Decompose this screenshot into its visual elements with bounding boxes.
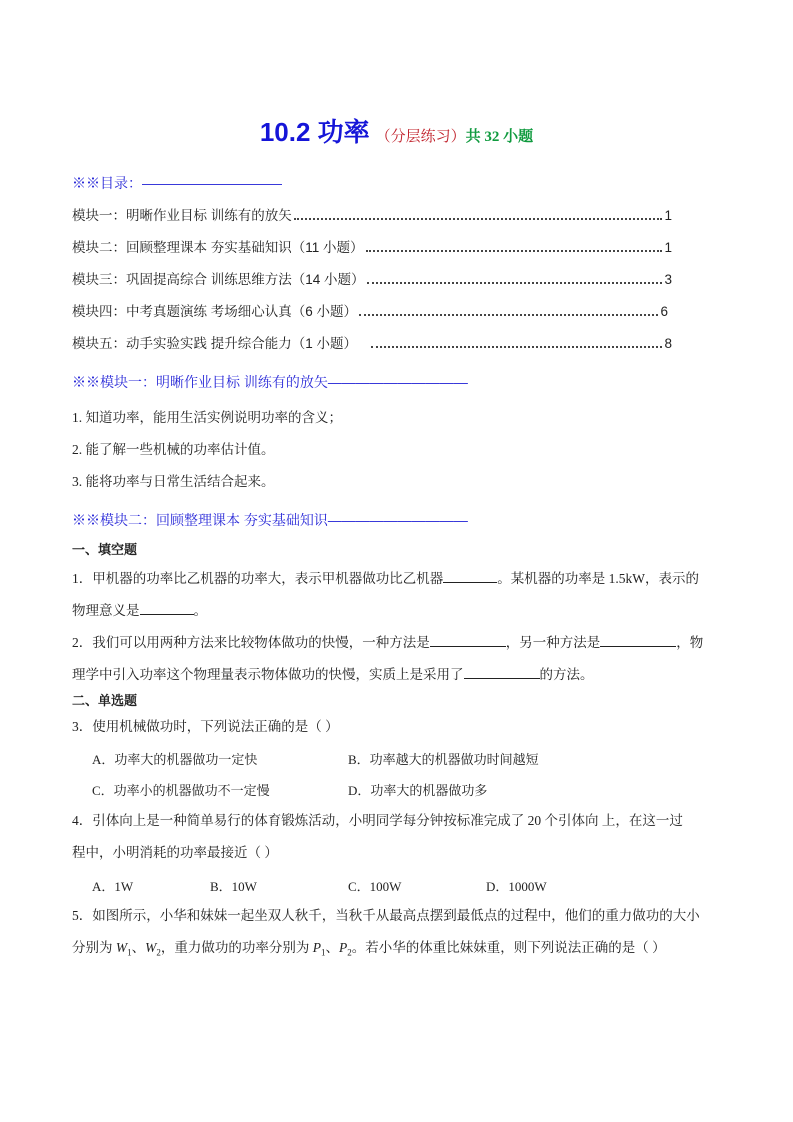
question-4: 4．引体向上是一种简单易行的体育锻炼活动，小明同学每分钟按标准完成了 20 个引体向 上，在这一过: [72, 813, 683, 828]
toc-item[interactable]: 模块五：动手实验实践 提升综合能力（1 小题） 8: [72, 336, 672, 351]
goal-item: 3. 能将功率与日常生活结合起来。: [72, 474, 275, 489]
answer-blank[interactable]: [443, 568, 497, 583]
option-c[interactable]: C．功率小的机器做功不一定慢: [92, 783, 270, 798]
question-2: 2．我们可以用两种方法来比较物体做功的快慢，一种方法是 ，另一种方法是 ，物: [72, 632, 703, 652]
option-b[interactable]: B．10W: [210, 879, 257, 894]
question-1: 1．甲机器的功率比乙机器的功率大，表示甲机器做功比乙机器 。某机器的功率是 1.5kW，表示的: [72, 568, 699, 588]
answer-blank[interactable]: [464, 664, 540, 679]
question-5-cont: 分别为 $W_1$、$W_2$，重力做功的功率分别为 $P_1$、$P_2$。若小华的体重比妹妹重，则下列说法正确的是（ ）: [72, 940, 666, 958]
toc-item[interactable]: 模块一：明晰作业目标 训练有的放矢 1: [72, 208, 672, 223]
section-fill-blank: 一、填空题: [72, 542, 138, 557]
option-b[interactable]: B．功率越大的机器做功时间越短: [348, 752, 539, 767]
toc-heading: ※※目录：——————————: [72, 175, 282, 191]
question-5: 5．如图所示，小华和妹妹一起坐双人秋千，当秋千从最高点摆到最低点的过程中，他们的重力做功的大小: [72, 908, 700, 923]
goal-item: 2. 能了解一些机械的功率估计值。: [72, 442, 275, 457]
module1-heading: ※※模块一：明晰作业目标 训练有的放矢——————————: [72, 374, 468, 390]
answer-blank[interactable]: [600, 632, 676, 647]
toc-item[interactable]: 模块三：巩固提高综合 训练思维方法（14 小题） 3: [72, 272, 672, 287]
option-c[interactable]: C．100W: [348, 879, 402, 894]
option-a[interactable]: A．1W: [92, 879, 134, 894]
option-d[interactable]: D．功率大的机器做功多: [348, 783, 488, 798]
module2-heading: ※※模块二：回顾整理课本 夯实基础知识——————————: [72, 512, 468, 528]
goal-item: 1. 知道功率，能用生活实例说明功率的含义；: [72, 410, 342, 425]
title-count: 共 32 小题: [465, 129, 534, 145]
option-d[interactable]: D．1000W: [486, 879, 547, 894]
toc-item[interactable]: 模块四：中考真题演练 考场细心认真（6 小题） 6: [72, 304, 668, 319]
answer-blank[interactable]: [140, 600, 194, 615]
question-4-cont: 程中，小明消耗的功率最接近（ ）: [72, 845, 278, 860]
toc-item[interactable]: 模块二：回顾整理课本 夯实基础知识（11 小题） 1: [72, 240, 672, 255]
title-sub: （分层练习）: [375, 129, 466, 145]
answer-blank[interactable]: [430, 632, 506, 647]
question-2-cont: 理学中引入功率这个物理量表示物体做功的快慢，实质上是采用了 的方法。: [72, 664, 594, 684]
option-a[interactable]: A．功率大的机器做功一定快: [92, 752, 258, 767]
section-single-choice: 二、单选题: [72, 693, 138, 708]
page-title: [0, 112, 793, 149]
question-3: 3．使用机械做功时，下列说法正确的是（ ）: [72, 719, 339, 734]
title-main: 10.2 功率: [259, 117, 370, 147]
question-1-cont: 物理意义是 。: [72, 600, 207, 620]
